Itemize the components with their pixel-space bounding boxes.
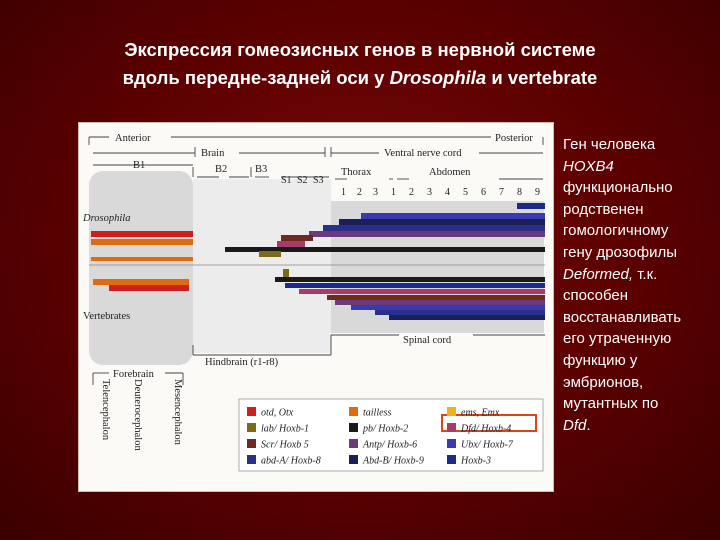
bar-lab [259,251,281,257]
legend-swatch [447,423,456,432]
legend-label: Abd-B/ Hoxb-9 [363,455,424,467]
bar-scr [281,235,313,241]
telencephalon-label: Telencephalon [100,379,111,441]
segment-number: 9 [535,187,540,198]
bar-hoxb7 [351,305,545,310]
abdomen-label: Abdomen [429,167,471,178]
legend-swatch [349,423,358,432]
thorax-label: Thorax [341,167,372,178]
segment-number: 1 [391,187,396,198]
bar-hoxb6 [335,300,545,305]
segment-numbers [341,187,540,198]
bar-hoxb2 [275,277,545,282]
hox-expression-figure [78,122,554,492]
mesencephalon-label: Mesencephalon [172,379,183,445]
ventral-nerve-cord-label: Ventral nerve cord [384,148,462,159]
s1-label: S1 [281,175,292,186]
legend-swatch [247,439,256,448]
side-line: функцию у [563,351,638,369]
posterior-label: Posterior [495,133,533,144]
brain-label: Brain [201,148,225,159]
legend-swatch [447,407,456,416]
segment-number: 4 [445,187,450,198]
title-line-2-start: вдоль передне-задней оси у [122,67,390,88]
legend-label: Scr/ Hoxb 5 [261,439,309,451]
legend-label: otd, Otx [261,407,294,419]
side-line: гомологичному [563,222,669,240]
side-dfd-line [563,415,713,437]
bar-lab-v [283,269,289,277]
legend-label: Hoxb-3 [461,455,491,467]
s2-label: S2 [297,175,308,186]
segment-number: 1 [341,187,346,198]
bar-hoxb3 [285,283,545,288]
legend-swatch [247,455,256,464]
title-species-drosophila: Drosophila [389,67,487,88]
side-line: гену дрозофилы [563,243,678,261]
legend-label: Ubx/ Hoxb-7 [461,439,513,451]
shaded-regions [89,171,544,365]
segment-number: 2 [357,187,362,198]
hox-expression-diagram [79,123,553,491]
slide-title [30,36,690,92]
spinal-cord-label: Spinal cord [403,335,452,346]
anterior-label: Anterior [115,133,151,144]
bar-abd-a [323,225,545,231]
legend-swatch [447,439,456,448]
legend-label: abd-A/ Hoxb-8 [261,455,321,467]
bar-ems [91,239,193,245]
bar-hoxb9 [389,315,545,320]
bar-otd [91,231,193,237]
bar-hoxb3-top [517,203,545,209]
b2-label: B2 [215,164,228,175]
hindbrain-label: Hindbrain (r1-r8) [205,357,279,368]
side-line: эмбрионов, [563,373,644,391]
bar-hoxb8 [375,310,545,315]
legend-label: tailless [363,407,392,419]
side-deformed-rest: т.к. [633,265,658,283]
side-line: его утраченную [563,330,672,348]
legend-swatch [247,407,256,416]
legend-label: ems, Emx [461,407,500,419]
bar-ubx [361,213,545,219]
bar-antp [309,231,545,237]
segment-number: 7 [499,187,504,198]
drosophila-label: Drosophila [83,213,131,224]
side-explanation [563,134,713,436]
bar-tailless [91,257,193,261]
side-line: родственен [563,200,644,218]
midbrain-shade [193,179,331,353]
b1-shade [89,171,193,365]
side-gene-hoxb4: HOXB4 [563,157,614,175]
legend-label: Dfd/ Hoxb-4 [461,423,512,435]
legend-swatch [349,407,358,416]
title-line-1: Экспрессия гомеозисных генов в нервной системе [124,39,596,60]
bar-emx [109,285,189,291]
side-line: восстанавливать [563,308,682,326]
side-line: способен [563,287,629,305]
bar-dfd [277,241,305,247]
segment-number: 2 [409,187,414,198]
legend-label: Antp/ Hoxb-6 [363,439,418,451]
segment-number: 6 [481,187,486,198]
b3-label: B3 [255,164,268,175]
side-deformed-line [563,264,713,286]
legend-swatch [447,455,456,464]
legend-swatch [247,423,256,432]
segment-number: 3 [427,187,432,198]
legend-label: lab/ Hoxb-1 [261,423,310,435]
bar-hoxb5 [327,295,545,300]
side-dfd-rest: . [586,416,591,434]
side-line: функционально [563,179,673,197]
legend [239,399,543,471]
s3-label: S3 [313,175,324,186]
title-line-2 [30,64,690,92]
segment-number: 8 [517,187,522,198]
side-gene-deformed: Deformed, [563,265,634,283]
deuterocephalon-label: Deuterocephalon [132,379,143,451]
legend-label: pb/ Hoxb-2 [363,423,409,435]
title-line-2-end: и vertebrate [486,67,598,88]
segment-number: 3 [373,187,378,198]
bar-otx [93,279,189,285]
side-line: мутантных по [563,395,659,413]
side-line-1: Ген человека [563,136,656,153]
legend-swatch [349,455,358,464]
vertebrates-label: Vertebrates [83,311,131,322]
bar-abd-b [339,219,545,225]
b1-label: B1 [133,160,146,171]
legend-swatch [349,439,358,448]
side-gene-dfd: Dfd [563,416,587,434]
forebrain-label: Forebrain [113,369,154,380]
bar-hoxb4 [299,289,545,294]
segment-number: 5 [463,187,468,198]
